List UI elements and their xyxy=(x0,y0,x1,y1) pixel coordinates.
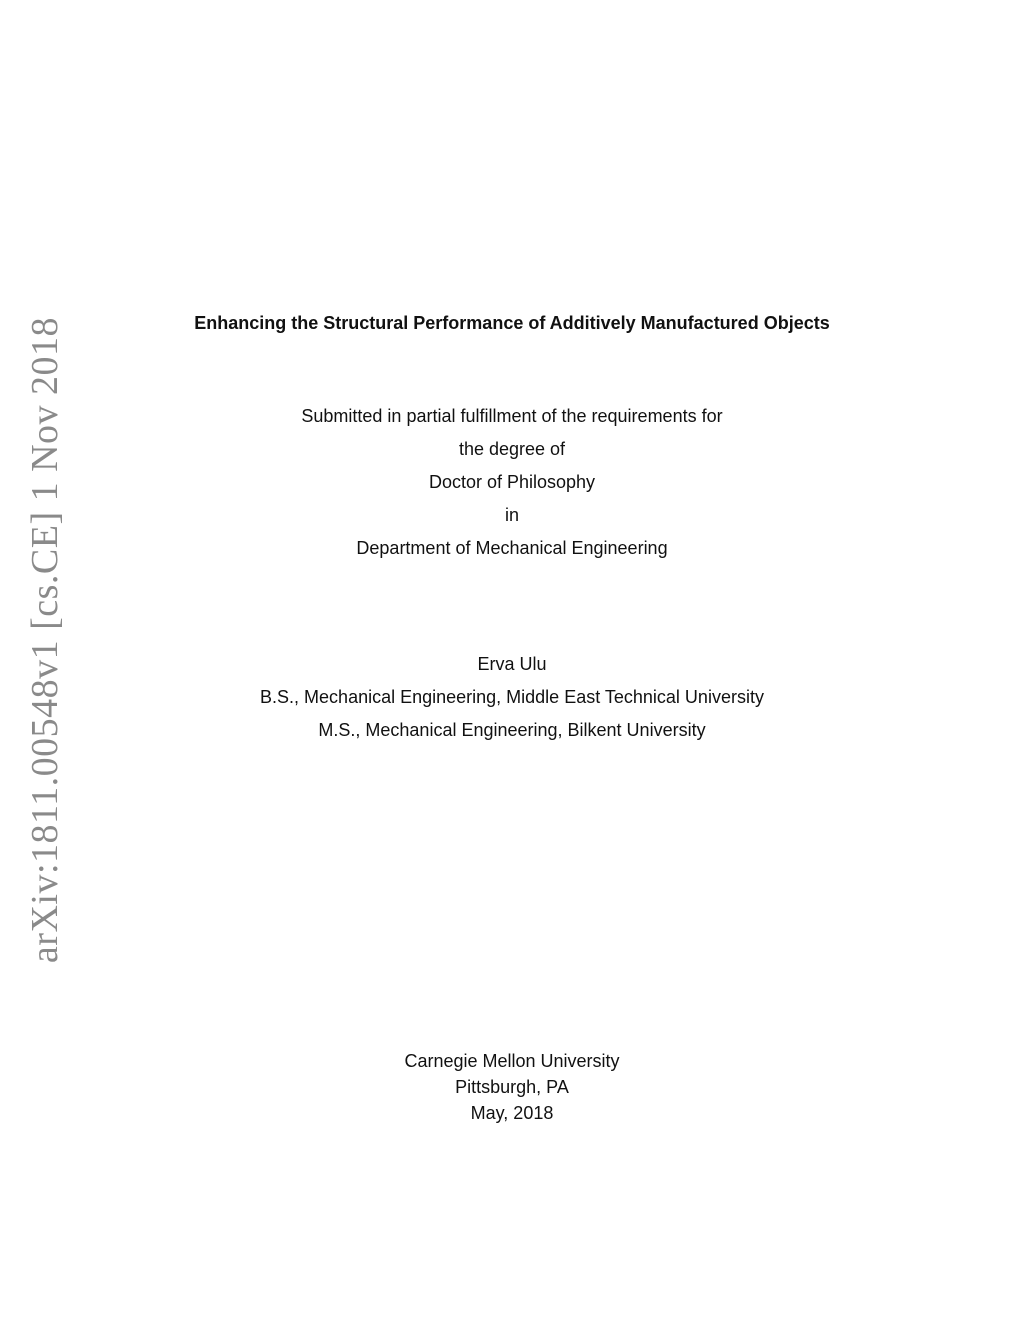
author-bs-degree: B.S., Mechanical Engineering, Middle East Technical University xyxy=(260,687,764,707)
submission-statement: Submitted in partial fulfillment of the requirements for xyxy=(301,406,723,426)
thesis-title: Enhancing the Structural Performance of Additively Manufactured Objects xyxy=(194,313,830,333)
department-name: Department of Mechanical Engineering xyxy=(356,538,668,558)
author-name: Erva Ulu xyxy=(477,654,547,674)
institution-location: Pittsburgh, PA xyxy=(455,1077,569,1097)
degree-intro: the degree of xyxy=(458,439,566,459)
degree-name: Doctor of Philosophy xyxy=(428,472,596,492)
arxiv-identifier: arXiv:1811.00548v1 [cs.CE] 1 Nov 2018 xyxy=(24,316,66,964)
institution-name: Carnegie Mellon University xyxy=(404,1051,620,1071)
in-connector: in xyxy=(504,505,519,525)
submission-date: May, 2018 xyxy=(470,1103,554,1123)
author-ms-degree: M.S., Mechanical Engineering, Bilkent University xyxy=(318,720,706,740)
